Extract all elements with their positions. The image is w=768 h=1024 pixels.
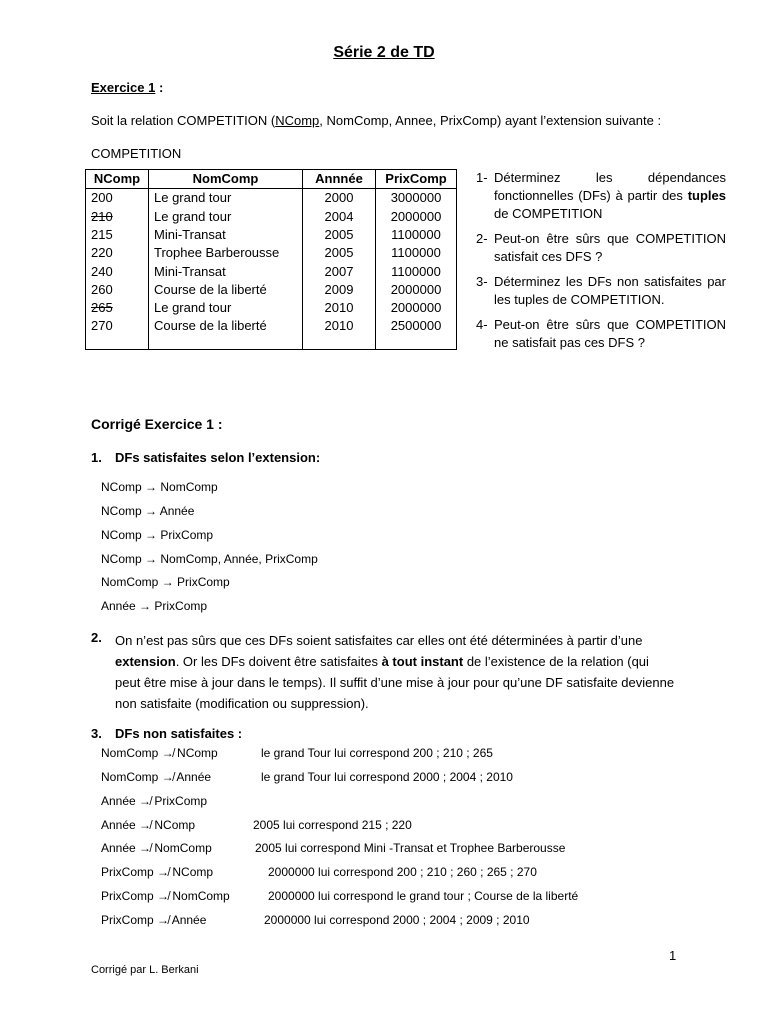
para-bold: extension	[115, 654, 176, 669]
df-not-satisfied	[101, 889, 701, 903]
df-lhs: NomComp	[101, 746, 159, 760]
df-lhs: Année	[101, 841, 136, 855]
cell-prixcomp: 2000000	[376, 299, 457, 317]
arrow-icon: →	[145, 504, 158, 518]
not-arrow-icon: ↛	[161, 770, 174, 784]
table-row	[86, 262, 457, 280]
question-text-b: de COMPETITION	[494, 206, 603, 221]
column-header: Annnée	[303, 170, 376, 189]
df-rhs: Année	[159, 504, 195, 518]
section-3-heading	[91, 726, 242, 741]
column-header: NomComp	[149, 170, 303, 189]
cell-annee: 2004	[303, 208, 376, 226]
cell-nomcomp: Mini-Transat	[149, 262, 303, 280]
relation-name: COMPETITION	[91, 146, 182, 161]
df-explanation: le grand Tour lui correspond 200 ; 210 ; 265	[261, 746, 493, 760]
intro-before: Soit la relation COMPETITION (	[91, 113, 276, 128]
table-row	[86, 226, 457, 244]
cell-prixcomp: 2000000	[376, 208, 457, 226]
df-lhs: NomComp	[101, 575, 159, 589]
para-text: On n’est pas sûrs que ces DFs soient satisfaites car elles ont été déterminées à partir d’une	[115, 633, 643, 648]
df-rhs: Année	[176, 770, 212, 784]
question-text-a: Déterminez les dépendances fonctionnelles (DFs) à partir des	[494, 170, 726, 203]
df-satisfied	[101, 552, 318, 566]
df-not-satisfied	[101, 770, 701, 784]
not-arrow-icon: ↛	[157, 889, 170, 903]
question-text: Déterminez les DFs non satisfaites par les tuples de COMPETITION.	[494, 274, 726, 307]
intro-key: NComp	[275, 113, 320, 128]
df-rhs: NomComp	[172, 889, 230, 903]
df-explanation: 2005 lui correspond Mini -Transat et Trophee Barberousse	[255, 841, 566, 855]
df-explanation: le grand Tour lui correspond 2000 ; 2004 ; 2010	[261, 770, 513, 784]
df-lhs: NComp	[101, 552, 142, 566]
section-2-number: 2.	[91, 630, 102, 645]
arrow-icon: →	[145, 552, 158, 566]
df-lhs: NComp	[101, 480, 142, 494]
question-number: 2-	[476, 231, 488, 246]
cell-ncomp: 240	[86, 262, 149, 280]
cell-nomcomp: Course de la liberté	[149, 317, 303, 350]
df-lhs: PrixComp	[101, 913, 154, 927]
df-lhs: NComp	[101, 504, 142, 518]
para-bold: à tout instant	[381, 654, 464, 669]
para-text: de l’existence de la relation (qui peut être mise à jour dans le temps). Il suffit d’une mise à jour pour qu’une DF satisfaite devienne non satisfaite (modification ou suppression).	[115, 654, 675, 711]
page-title: Série 2 de TD	[333, 44, 435, 61]
table-row	[86, 208, 457, 226]
df-rhs: NComp	[177, 746, 218, 760]
df-lhs: Année	[101, 794, 136, 808]
table-row	[86, 244, 457, 262]
cell-nomcomp: Mini-Transat	[149, 226, 303, 244]
cell-nomcomp: Le grand tour	[149, 208, 303, 226]
df-satisfied	[101, 480, 218, 494]
df-satisfied	[101, 528, 213, 542]
df-explanation: 2005 lui correspond 215 ; 220	[253, 818, 412, 832]
df-lhs: PrixComp	[101, 865, 154, 879]
df-not-satisfied	[101, 794, 701, 808]
not-arrow-icon: ↛	[157, 865, 170, 879]
cell-annee: 2007	[303, 262, 376, 280]
cell-annee: 2009	[303, 281, 376, 299]
df-lhs: NComp	[101, 528, 142, 542]
df-lhs: NomComp	[101, 770, 159, 784]
df-lhs: Année	[101, 599, 136, 613]
cell-ncomp-struck: 265	[86, 299, 149, 317]
section-title: DFs satisfaites selon l’extension:	[115, 450, 321, 465]
section-2-paragraph	[115, 630, 675, 714]
df-not-satisfied	[101, 818, 701, 832]
question-number: 4-	[476, 317, 488, 332]
cell-nomcomp: Course de la liberté	[149, 281, 303, 299]
question-item	[476, 316, 726, 352]
df-rhs: NComp	[172, 865, 214, 879]
table-header-row	[86, 170, 457, 189]
question-item	[476, 273, 726, 309]
cell-nomcomp: Le grand tour	[149, 189, 303, 208]
df-not-satisfied	[101, 865, 701, 879]
cell-ncomp: 260	[86, 281, 149, 299]
exercise-suffix: :	[155, 80, 164, 95]
df-lhs: PrixComp	[101, 889, 154, 903]
df-lhs: Année	[101, 818, 136, 832]
not-arrow-icon: ↛	[139, 794, 152, 808]
not-arrow-icon: ↛	[139, 818, 152, 832]
cell-prixcomp: 2500000	[376, 317, 457, 350]
cell-annee: 2010	[303, 299, 376, 317]
question-list	[476, 169, 726, 359]
corrige-title: Corrigé Exercice 1 :	[91, 416, 223, 432]
exercise-heading	[91, 80, 163, 95]
df-rhs: PrixComp	[154, 599, 208, 613]
question-text	[494, 169, 726, 223]
df-not-satisfied	[101, 913, 701, 927]
arrow-icon: →	[161, 575, 174, 589]
df-rhs: NomComp	[154, 841, 212, 855]
df-rhs: Année	[171, 913, 207, 927]
cell-ncomp: 200	[86, 189, 149, 208]
cell-annee: 2000	[303, 189, 376, 208]
cell-prixcomp: 2000000	[376, 281, 457, 299]
table-row	[86, 317, 457, 350]
column-header: PrixComp	[376, 170, 457, 189]
df-not-satisfied	[101, 841, 701, 855]
df-satisfied	[101, 575, 230, 589]
df-rhs: PrixComp	[154, 794, 208, 808]
question-number: 3-	[476, 274, 488, 289]
df-rhs: PrixComp	[160, 528, 214, 542]
not-arrow-icon: ↛	[157, 913, 170, 927]
table-row	[86, 299, 457, 317]
cell-nomcomp: Trophee Barberousse	[149, 244, 303, 262]
question-text: Peut-on être sûrs que COMPETITION satisfait ces DFS ?	[494, 231, 726, 264]
intro-after: , NomComp, Annee, PrixComp) ayant l’extension suivante :	[319, 113, 662, 128]
df-explanation: 2000000 lui correspond le grand tour ; Course de la liberté	[268, 889, 579, 903]
section-number: 3.	[91, 726, 102, 741]
cell-prixcomp: 1100000	[376, 244, 457, 262]
df-explanation: 2000000 lui correspond 200 ; 210 ; 260 ; 265 ; 270	[268, 865, 537, 879]
cell-prixcomp: 1100000	[376, 226, 457, 244]
page-number: 1	[669, 948, 677, 963]
df-not-satisfied	[101, 746, 701, 760]
footer-author: Corrigé par L. Berkani	[91, 964, 199, 976]
cell-nomcomp: Le grand tour	[149, 299, 303, 317]
df-satisfied	[101, 504, 194, 518]
question-text: Peut-on être sûrs que COMPETITION ne satisfait pas ces DFS ?	[494, 317, 726, 350]
cell-annee: 2005	[303, 244, 376, 262]
exercise-label: Exercice 1	[91, 80, 156, 95]
df-satisfied	[101, 599, 207, 613]
column-header: NComp	[86, 170, 149, 189]
not-arrow-icon: ↛	[139, 841, 152, 855]
cell-annee: 2010	[303, 317, 376, 350]
question-number: 1-	[476, 170, 488, 185]
intro-sentence	[91, 113, 661, 128]
question-item	[476, 169, 726, 223]
df-rhs: NComp	[154, 818, 196, 832]
df-rhs: NomComp	[160, 480, 218, 494]
competition-table	[85, 169, 457, 350]
cell-ncomp-struck: 210	[86, 208, 149, 226]
not-arrow-icon: ↛	[161, 746, 174, 760]
df-rhs: NomComp, Année, PrixComp	[160, 552, 318, 566]
section-number: 1.	[91, 450, 102, 465]
question-item	[476, 230, 726, 266]
arrow-icon: →	[145, 528, 158, 542]
table-row	[86, 189, 457, 208]
section-title: DFs non satisfaites :	[115, 726, 243, 741]
cell-ncomp: 220	[86, 244, 149, 262]
table-row	[86, 281, 457, 299]
df-explanation: 2000000 lui correspond 2000 ; 2004 ; 2009 ; 2010	[264, 913, 530, 927]
cell-ncomp: 215	[86, 226, 149, 244]
arrow-icon: →	[139, 599, 152, 613]
df-rhs: PrixComp	[177, 575, 230, 589]
question-bold: tuples	[687, 188, 726, 203]
para-text: . Or les DFs doivent être satisfaites	[175, 654, 382, 669]
cell-ncomp: 270	[86, 317, 149, 350]
cell-prixcomp: 1100000	[376, 262, 457, 280]
section-1-heading	[91, 450, 320, 465]
cell-prixcomp: 3000000	[376, 189, 457, 208]
arrow-icon: →	[145, 480, 158, 494]
cell-annee: 2005	[303, 226, 376, 244]
